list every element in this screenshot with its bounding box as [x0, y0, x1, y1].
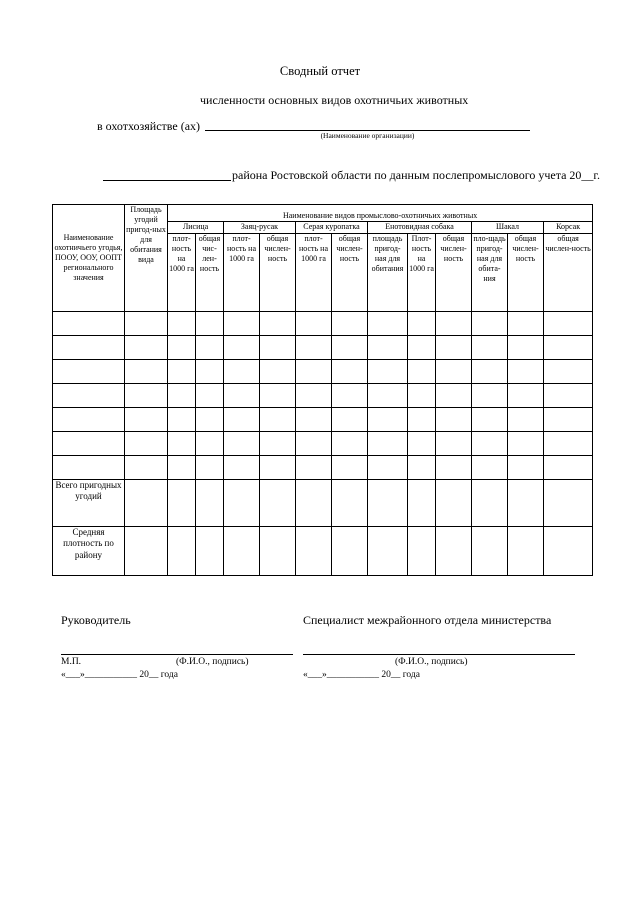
head-signature-line — [61, 654, 293, 655]
specialist-signature-line — [303, 654, 575, 655]
sub-hare-density: плот-ность на 1000 га — [224, 234, 260, 312]
table-cell[interactable] — [260, 480, 296, 527]
census-table — [52, 204, 593, 576]
table-cell[interactable] — [125, 312, 168, 336]
table-cell[interactable] — [296, 312, 332, 336]
table-cell[interactable] — [368, 384, 408, 408]
table-cell[interactable] — [196, 360, 224, 384]
total-row — [53, 480, 593, 527]
table-cell[interactable] — [544, 527, 593, 576]
specialist-fio-caption: (Ф.И.О., подпись) — [395, 657, 468, 667]
table-cell[interactable] — [332, 384, 368, 408]
table-row — [53, 432, 593, 456]
table-cell[interactable] — [368, 432, 408, 456]
sub-fox-total: общая чис-лен-ность — [196, 234, 224, 312]
table-cell[interactable] — [508, 432, 544, 456]
table-cell[interactable] — [53, 360, 125, 384]
table-cell[interactable] — [224, 384, 260, 408]
table-cell[interactable] — [472, 480, 508, 527]
average-label: Средняя плотность по району — [53, 527, 125, 576]
table-cell[interactable] — [544, 456, 593, 480]
table-cell[interactable] — [508, 312, 544, 336]
table-cell[interactable] — [296, 527, 332, 576]
table-row — [53, 456, 593, 480]
sub-partridge-density: плот-ность на 1000 га — [296, 234, 332, 312]
header-name-cell — [53, 205, 125, 312]
table-cell[interactable] — [196, 527, 224, 576]
table-cell[interactable] — [224, 360, 260, 384]
table-cell[interactable] — [472, 527, 508, 576]
table-cell[interactable] — [544, 336, 593, 360]
table-cell[interactable] — [544, 384, 593, 408]
table-cell[interactable] — [260, 336, 296, 360]
table-row — [53, 408, 593, 432]
table-cell[interactable] — [368, 480, 408, 527]
table-cell[interactable] — [168, 408, 196, 432]
table-cell[interactable] — [472, 432, 508, 456]
table-cell[interactable] — [168, 384, 196, 408]
table-cell[interactable] — [168, 432, 196, 456]
table-cell[interactable] — [125, 408, 168, 432]
table-cell[interactable] — [544, 312, 593, 336]
header-area-cell — [125, 205, 168, 312]
table-cell[interactable] — [224, 480, 260, 527]
table-cell[interactable] — [196, 336, 224, 360]
average-row — [53, 527, 593, 576]
table-cell[interactable] — [125, 360, 168, 384]
table-cell[interactable] — [224, 408, 260, 432]
table-cell[interactable] — [368, 360, 408, 384]
table-cell[interactable] — [224, 456, 260, 480]
table-cell[interactable] — [472, 336, 508, 360]
head-fio-caption: (Ф.И.О., подпись) — [176, 657, 249, 667]
sub-jackal-area: пло-щадь пригод-ная для обита-ния — [472, 234, 508, 312]
table-cell[interactable] — [436, 360, 472, 384]
table-cell[interactable] — [408, 408, 436, 432]
table-cell[interactable] — [436, 408, 472, 432]
sub-jackal-total: общая числен-ность — [508, 234, 544, 312]
table-cell[interactable] — [544, 360, 593, 384]
table-cell[interactable] — [168, 336, 196, 360]
table-cell[interactable] — [332, 408, 368, 432]
table-cell[interactable] — [544, 408, 593, 432]
table-cell[interactable] — [472, 384, 508, 408]
species-hare: Заяц-русак — [224, 222, 296, 234]
specialist-title: Специалист межрайонного отдела министерства — [303, 613, 552, 627]
table-cell[interactable] — [508, 456, 544, 480]
table-cell[interactable] — [296, 360, 332, 384]
table-cell[interactable] — [296, 384, 332, 408]
sub-hare-total: общая числен-ность — [260, 234, 296, 312]
sub-partridge-total: общая числен-ность — [332, 234, 368, 312]
header-area: Площадь угодий пригод-ных для обитания вида — [126, 205, 166, 264]
table-cell[interactable] — [125, 432, 168, 456]
table-cell[interactable] — [508, 527, 544, 576]
table-cell[interactable] — [332, 480, 368, 527]
head-title: Руководитель — [61, 613, 131, 627]
table-cell[interactable] — [196, 384, 224, 408]
table-cell[interactable] — [53, 384, 125, 408]
table-cell[interactable] — [196, 456, 224, 480]
table-cell[interactable] — [368, 336, 408, 360]
table-cell[interactable] — [168, 480, 196, 527]
org-caption: (Наименование организации) — [320, 131, 415, 140]
table-cell[interactable] — [125, 456, 168, 480]
table-cell[interactable] — [408, 527, 436, 576]
table-cell[interactable] — [368, 456, 408, 480]
table-cell[interactable] — [472, 360, 508, 384]
table-cell[interactable] — [196, 312, 224, 336]
table-cell[interactable] — [196, 480, 224, 527]
table-cell[interactable] — [472, 312, 508, 336]
table-cell[interactable] — [332, 456, 368, 480]
table-cell[interactable] — [408, 480, 436, 527]
table-row — [53, 360, 593, 384]
sub-raccoon-area: площадь пригод-ная для обитания — [368, 234, 408, 312]
table-cell[interactable] — [332, 336, 368, 360]
table-cell[interactable] — [368, 408, 408, 432]
total-label: Всего пригодных угодий — [53, 480, 125, 527]
table-cell[interactable] — [436, 312, 472, 336]
table-cell[interactable] — [368, 312, 408, 336]
table-cell[interactable] — [544, 480, 593, 527]
table-cell[interactable] — [260, 312, 296, 336]
table-cell[interactable] — [260, 432, 296, 456]
table-cell[interactable] — [260, 456, 296, 480]
table-cell[interactable] — [168, 312, 196, 336]
table-cell[interactable] — [544, 432, 593, 456]
table-cell[interactable] — [53, 408, 125, 432]
sub-corsac-total: общая числен-ность — [544, 234, 593, 312]
table-cell[interactable] — [332, 360, 368, 384]
table-cell[interactable] — [168, 527, 196, 576]
table-cell[interactable] — [224, 336, 260, 360]
table-cell[interactable] — [296, 480, 332, 527]
table-cell[interactable] — [408, 360, 436, 384]
stamp-label: М.П. — [61, 657, 82, 667]
table-cell[interactable] — [408, 384, 436, 408]
table-cell[interactable] — [125, 336, 168, 360]
table-cell[interactable] — [508, 336, 544, 360]
table-cell[interactable] — [368, 527, 408, 576]
species-raccoon: Енотовидная собака — [368, 222, 472, 234]
table-cell[interactable] — [332, 312, 368, 336]
header-name: Наименование охотничьего угодья, ПООУ, ООУ, ООПТ регионального значения — [54, 233, 123, 282]
report-subtitle: численности основных видов охотничьих животных — [200, 93, 469, 107]
table-cell[interactable] — [436, 527, 472, 576]
table-cell[interactable] — [436, 432, 472, 456]
sub-fox-density: плот-ность на 1000 га — [168, 234, 196, 312]
report-title: Сводный отчет — [279, 64, 361, 78]
table-cell[interactable] — [53, 312, 125, 336]
table-cell[interactable] — [408, 456, 436, 480]
table-cell[interactable] — [408, 312, 436, 336]
table-cell[interactable] — [408, 336, 436, 360]
table-cell[interactable] — [125, 384, 168, 408]
head-date: «___»___________ 20__ года — [61, 670, 178, 680]
table-cell[interactable] — [436, 480, 472, 527]
table-cell[interactable] — [332, 527, 368, 576]
table-cell[interactable] — [196, 432, 224, 456]
region-text: района Ростовской области по данным послепромыслового учета 20__г. — [232, 168, 600, 182]
table-cell[interactable] — [408, 432, 436, 456]
table-cell[interactable] — [260, 360, 296, 384]
table-cell[interactable] — [508, 360, 544, 384]
org-label: в охотхозяйстве (ах) — [97, 119, 201, 133]
table-cell[interactable] — [224, 527, 260, 576]
table-cell[interactable] — [125, 527, 168, 576]
table-cell[interactable] — [53, 432, 125, 456]
sub-raccoon-density: Плот-ность на 1000 га — [408, 234, 436, 312]
table-cell[interactable] — [260, 384, 296, 408]
table-cell[interactable] — [296, 432, 332, 456]
table-cell[interactable] — [508, 408, 544, 432]
table-cell[interactable] — [296, 336, 332, 360]
table-cell[interactable] — [168, 456, 196, 480]
species-partridge: Серая куропатка — [296, 222, 368, 234]
table-cell[interactable] — [260, 527, 296, 576]
table-cell[interactable] — [168, 360, 196, 384]
species-group-header: Наименование видов промыслово-охотничьих животных — [168, 205, 593, 222]
table-cell[interactable] — [53, 456, 125, 480]
table-cell[interactable] — [436, 456, 472, 480]
species-corsac: Корсак — [544, 222, 593, 234]
table-cell[interactable] — [436, 384, 472, 408]
sub-raccoon-total: общая числен-ность — [436, 234, 472, 312]
species-fox: Лисица — [168, 222, 224, 234]
table-cell[interactable] — [436, 336, 472, 360]
table-cell[interactable] — [296, 408, 332, 432]
table-row — [53, 336, 593, 360]
table-cell[interactable] — [472, 456, 508, 480]
table-cell[interactable] — [224, 312, 260, 336]
table-cell[interactable] — [508, 384, 544, 408]
table-row — [53, 312, 593, 336]
table-cell[interactable] — [260, 408, 296, 432]
table-cell[interactable] — [472, 408, 508, 432]
table-cell[interactable] — [224, 432, 260, 456]
region-blank-line — [103, 180, 231, 181]
table-cell[interactable] — [196, 408, 224, 432]
table-cell[interactable] — [332, 432, 368, 456]
species-jackal: Шакал — [472, 222, 544, 234]
table-cell[interactable] — [296, 456, 332, 480]
table-cell[interactable] — [508, 480, 544, 527]
table-cell[interactable] — [53, 336, 125, 360]
table-row — [53, 384, 593, 408]
specialist-date: «___»___________ 20__ года — [303, 670, 420, 680]
table-cell[interactable] — [125, 480, 168, 527]
